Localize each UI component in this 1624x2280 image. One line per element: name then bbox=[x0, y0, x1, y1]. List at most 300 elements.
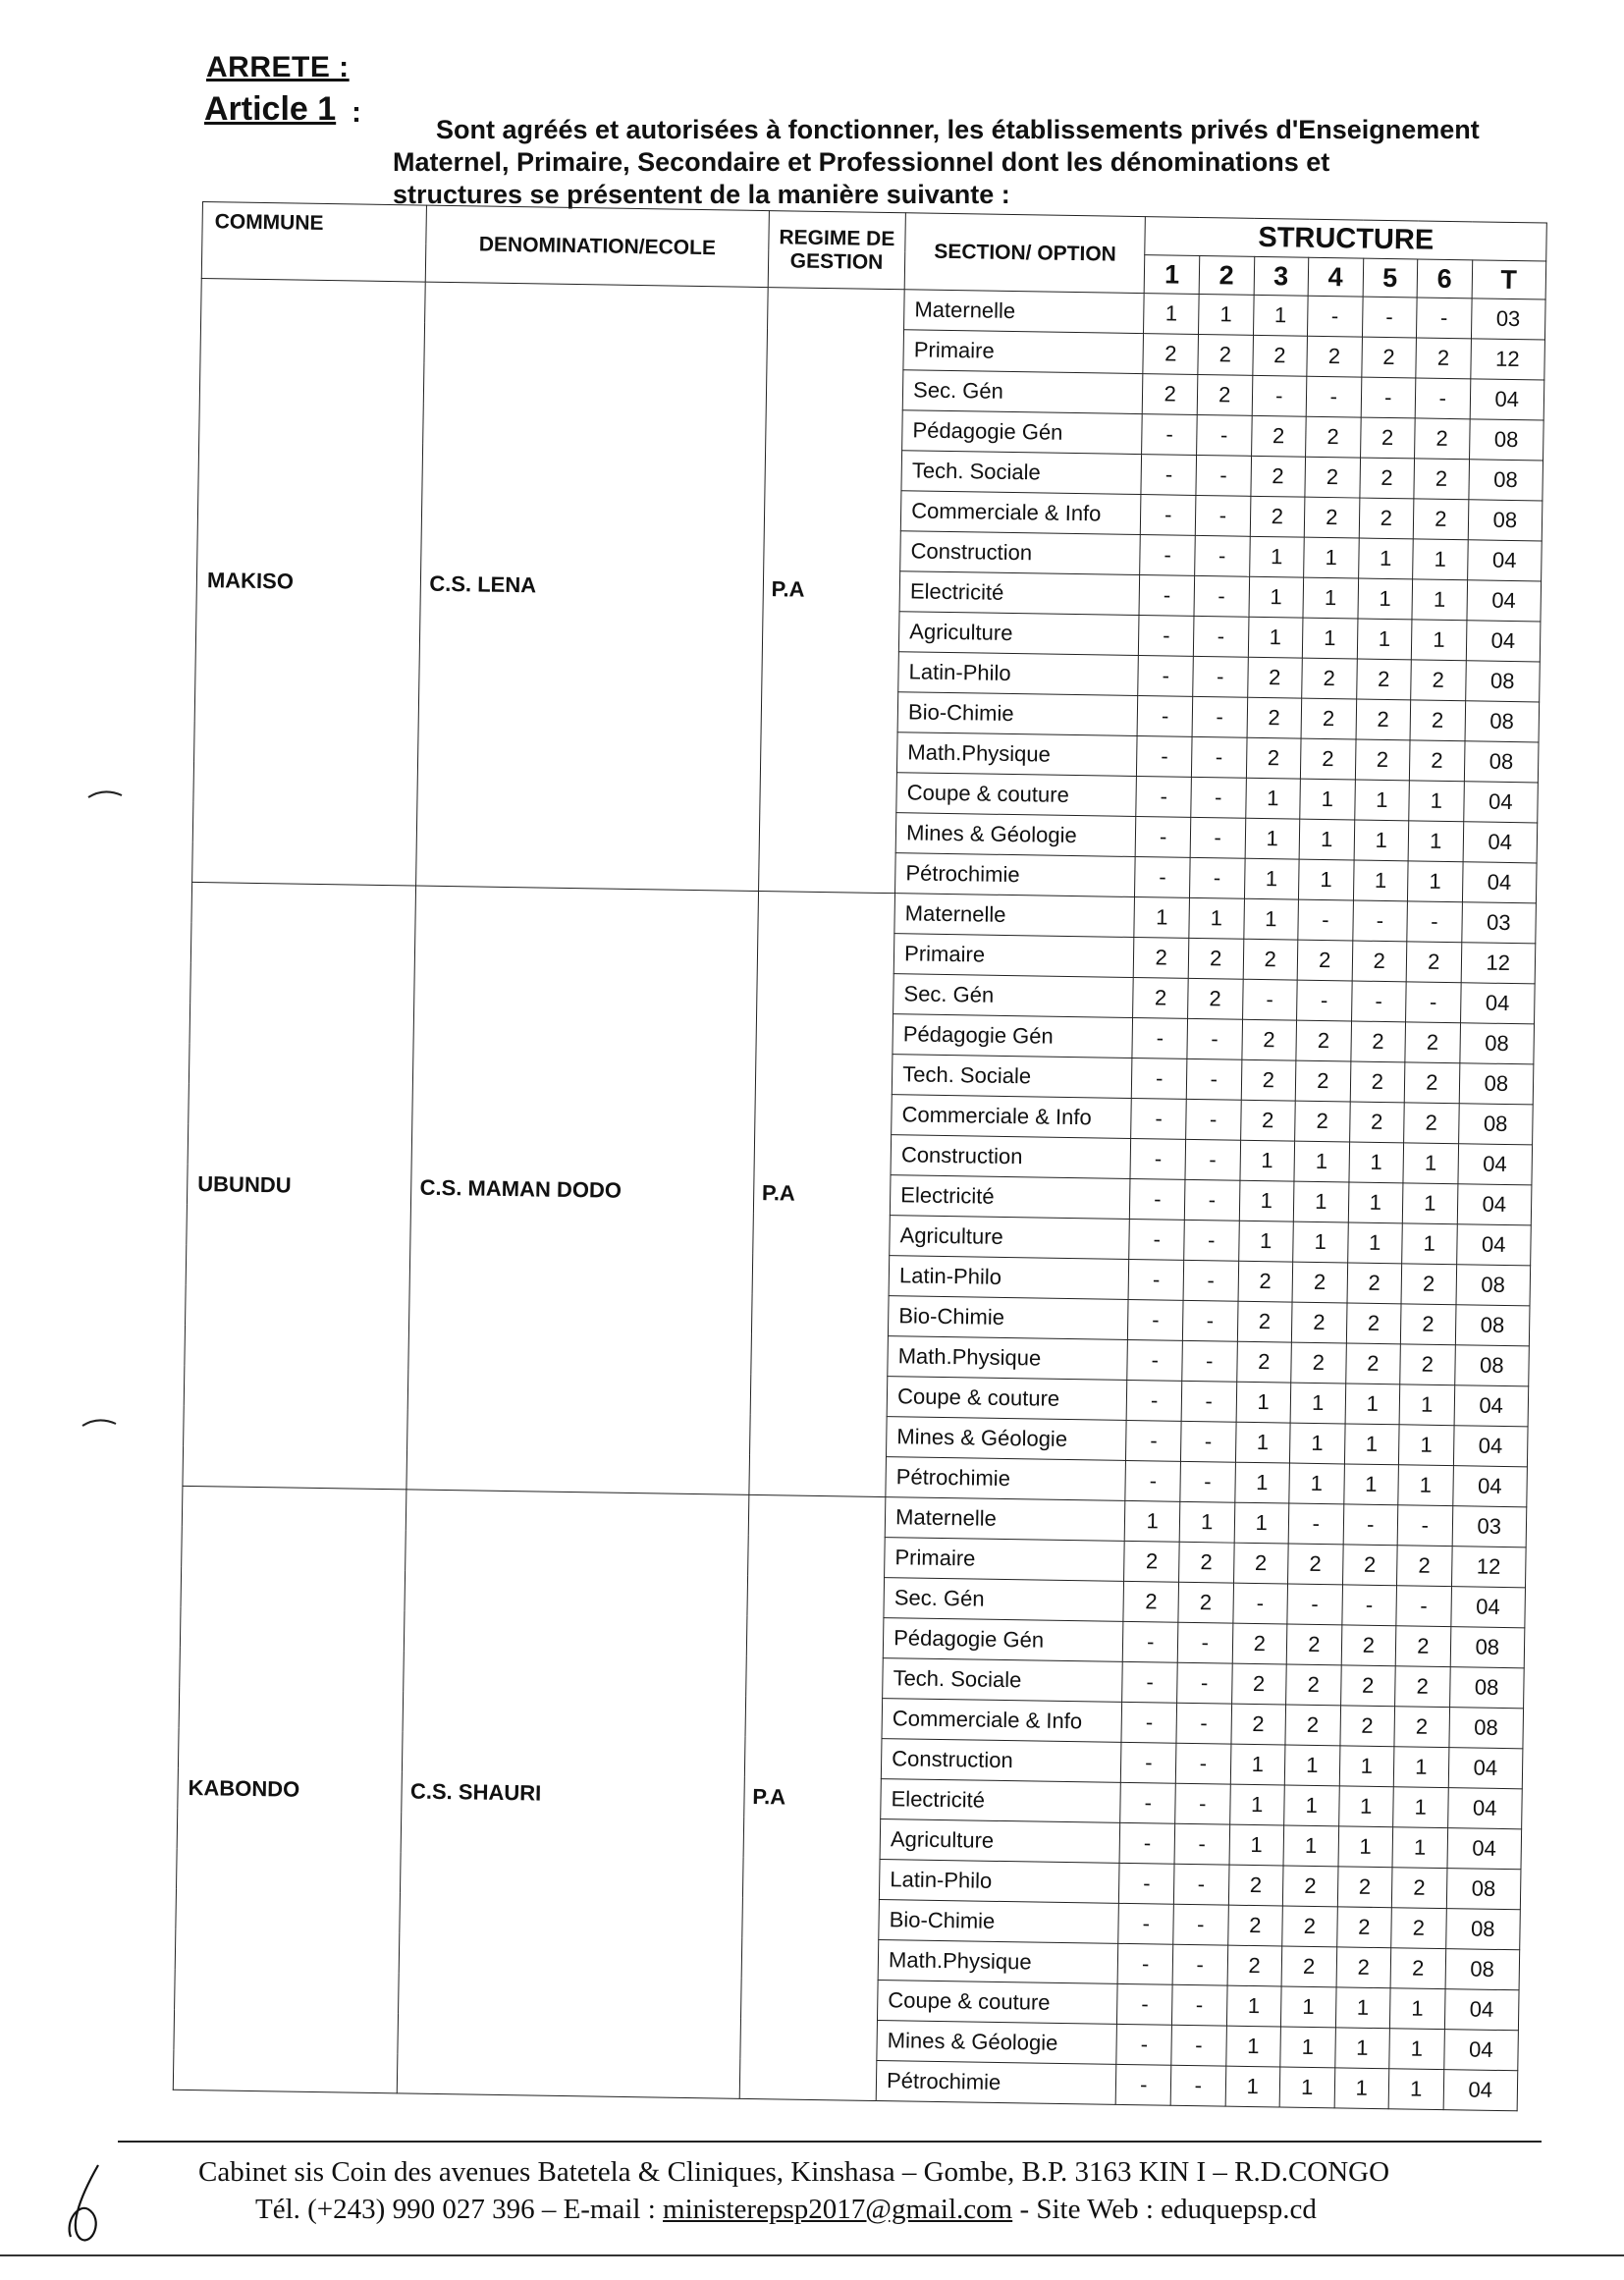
year-4-value-cell: 2 bbox=[1295, 1060, 1350, 1102]
year-4-value-cell: 2 bbox=[1300, 738, 1355, 780]
year-4-value-cell: 2 bbox=[1285, 1705, 1340, 1746]
year-2-value-cell: - bbox=[1171, 2025, 1226, 2066]
year-1-value-cell: - bbox=[1117, 1983, 1172, 2025]
total-cell: 04 bbox=[1457, 1184, 1532, 1225]
total-cell: 08 bbox=[1450, 1627, 1525, 1668]
year-6-header: 6 bbox=[1417, 259, 1472, 299]
total-cell: 04 bbox=[1444, 1989, 1519, 2031]
year-6-value-cell: - bbox=[1406, 982, 1461, 1023]
section-cell: Maternelle bbox=[885, 1497, 1125, 1542]
year-5-value-cell: 2 bbox=[1356, 659, 1411, 700]
year-6-value-cell: - bbox=[1397, 1505, 1452, 1547]
year-3-value-cell: 1 bbox=[1248, 576, 1303, 618]
year-5-value-cell: 1 bbox=[1348, 1182, 1403, 1223]
year-4-value-cell: 2 bbox=[1305, 457, 1360, 498]
denomination-cell: C.S. MAMAN DODO bbox=[406, 886, 758, 1494]
year-3-value-cell: 2 bbox=[1240, 1100, 1295, 1141]
year-6-value-cell: 1 bbox=[1389, 1988, 1444, 2030]
year-3-value-cell: 1 bbox=[1243, 898, 1298, 940]
scan-mark-2 bbox=[81, 1414, 120, 1430]
year-5-value-cell: 1 bbox=[1339, 1746, 1394, 1787]
year-1-value-cell: - bbox=[1135, 857, 1190, 898]
year-1-value-cell: - bbox=[1121, 1702, 1176, 1743]
year-6-value-cell: 2 bbox=[1401, 1264, 1456, 1305]
year-1-value-cell: - bbox=[1141, 455, 1196, 496]
year-3-value-cell: 1 bbox=[1248, 617, 1303, 658]
year-2-value-cell: - bbox=[1175, 1743, 1230, 1784]
section-cell: Commerciale & Info bbox=[882, 1699, 1122, 1743]
total-cell: 04 bbox=[1456, 1224, 1531, 1266]
section-cell: Math.Physique bbox=[897, 733, 1138, 777]
article-label: Article 1 bbox=[204, 90, 337, 128]
commune-cell: KABONDO bbox=[173, 1486, 406, 2093]
year-6-value-cell: 2 bbox=[1394, 1707, 1449, 1748]
total-cell: 04 bbox=[1454, 1385, 1529, 1427]
year-4-value-cell: 1 bbox=[1294, 1141, 1349, 1182]
year-3-value-cell: - bbox=[1252, 375, 1307, 416]
denomination-cell: C.S. SHAURI bbox=[398, 1490, 749, 2098]
year-2-value-cell: 2 bbox=[1188, 938, 1243, 979]
section-cell: Pédagogie Gén bbox=[893, 1014, 1133, 1059]
year-6-value-cell: 1 bbox=[1403, 1143, 1458, 1184]
year-1-value-cell: 2 bbox=[1143, 374, 1198, 415]
section-cell: Coupe & couture bbox=[887, 1377, 1127, 1421]
year-5-value-cell: 2 bbox=[1345, 1343, 1400, 1384]
year-5-value-cell: 2 bbox=[1346, 1303, 1401, 1344]
total-cell: 04 bbox=[1462, 862, 1537, 903]
denomination-cell: C.S. LENA bbox=[416, 282, 768, 891]
scan-mark-1 bbox=[86, 786, 126, 801]
year-6-value-cell: 1 bbox=[1411, 620, 1466, 661]
year-6-value-cell: 2 bbox=[1404, 1103, 1459, 1144]
year-2-value-cell: - bbox=[1195, 535, 1250, 576]
year-5-value-cell: 2 bbox=[1361, 337, 1416, 378]
year-6-value-cell: 1 bbox=[1408, 821, 1463, 862]
footer-contact bbox=[255, 2194, 1317, 2226]
year-3-value-cell: 2 bbox=[1233, 1543, 1288, 1584]
year-3-value-cell: 2 bbox=[1243, 939, 1298, 980]
schools-structure-table bbox=[173, 201, 1547, 2111]
section-cell: Construction bbox=[881, 1739, 1121, 1783]
section-cell: Sec. Gén bbox=[884, 1578, 1124, 1622]
year-1-value-cell: - bbox=[1128, 1299, 1183, 1340]
total-cell: 12 bbox=[1451, 1547, 1526, 1588]
year-6-value-cell: 1 bbox=[1393, 1787, 1448, 1828]
section-cell: Tech. Sociale bbox=[901, 451, 1142, 495]
year-6-value-cell: 2 bbox=[1416, 338, 1471, 379]
year-6-value-cell: 1 bbox=[1388, 2069, 1443, 2110]
year-2-value-cell: - bbox=[1184, 1179, 1239, 1221]
commune-cell: MAKISO bbox=[192, 278, 426, 886]
year-4-value-cell: 2 bbox=[1295, 1101, 1350, 1142]
section-cell: Electricité bbox=[890, 1175, 1130, 1220]
year-3-value-cell: 1 bbox=[1245, 778, 1300, 819]
year-5-value-cell: 1 bbox=[1358, 538, 1413, 579]
year-3-value-cell: 1 bbox=[1234, 1502, 1289, 1544]
year-6-value-cell: - bbox=[1396, 1586, 1451, 1627]
year-2-value-cell: - bbox=[1170, 2065, 1225, 2106]
year-3-value-cell: 2 bbox=[1227, 1945, 1282, 1986]
year-2-value-cell: - bbox=[1181, 1381, 1236, 1422]
year-4-value-cell: 2 bbox=[1307, 336, 1362, 377]
year-3-value-cell: 1 bbox=[1239, 1140, 1294, 1181]
article-colon: : bbox=[352, 96, 361, 129]
section-cell: Sec. Gén bbox=[893, 974, 1134, 1018]
year-2-value-cell: - bbox=[1180, 1421, 1235, 1462]
year-2-value-cell: - bbox=[1177, 1622, 1232, 1663]
year-4-value-cell: 1 bbox=[1284, 1785, 1339, 1826]
year-3-value-cell: 1 bbox=[1234, 1462, 1289, 1503]
year-5-value-cell: - bbox=[1362, 297, 1417, 338]
year-6-value-cell: 2 bbox=[1400, 1344, 1455, 1385]
year-3-value-cell: 1 bbox=[1225, 2026, 1280, 2067]
section-cell: Mines & Géologie bbox=[887, 1417, 1127, 1461]
total-cell: 08 bbox=[1459, 1023, 1534, 1064]
year-2-value-cell: 2 bbox=[1179, 1542, 1234, 1583]
total-header: T bbox=[1472, 260, 1546, 299]
year-1-value-cell: - bbox=[1139, 575, 1194, 617]
section-cell: Agriculture bbox=[880, 1819, 1120, 1864]
year-5-value-cell: - bbox=[1351, 981, 1406, 1022]
total-cell: 08 bbox=[1454, 1345, 1529, 1386]
year-5-value-cell: 1 bbox=[1338, 1826, 1393, 1868]
year-2-value-cell: - bbox=[1183, 1260, 1238, 1301]
year-3-value-cell: 2 bbox=[1252, 335, 1307, 376]
year-5-value-cell: 1 bbox=[1345, 1384, 1400, 1425]
year-4-value-cell: 1 bbox=[1280, 2027, 1335, 2068]
year-3-value-cell: - bbox=[1232, 1583, 1287, 1624]
year-2-value-cell: - bbox=[1176, 1703, 1231, 1744]
year-2-value-cell: - bbox=[1192, 696, 1247, 737]
section-cell: Pédagogie Gén bbox=[883, 1618, 1123, 1662]
year-5-value-cell: 2 bbox=[1337, 1867, 1392, 1908]
year-3-value-cell: 2 bbox=[1251, 415, 1306, 457]
year-6-value-cell: 1 bbox=[1402, 1223, 1457, 1265]
regime-header: REGIME DE GESTION bbox=[768, 211, 906, 290]
year-5-value-cell: 2 bbox=[1356, 699, 1411, 740]
year-2-value-cell: - bbox=[1189, 857, 1244, 898]
year-1-value-cell: - bbox=[1119, 1863, 1174, 1904]
year-2-value-cell: - bbox=[1173, 1864, 1228, 1905]
commune-cell: UBUNDU bbox=[183, 882, 416, 1490]
signature-mark bbox=[59, 2160, 137, 2249]
year-1-value-cell: 2 bbox=[1124, 1541, 1179, 1582]
total-cell: 08 bbox=[1445, 1949, 1520, 1990]
total-cell: 12 bbox=[1461, 943, 1536, 984]
total-cell: 08 bbox=[1468, 500, 1543, 541]
total-cell: 04 bbox=[1470, 379, 1544, 420]
total-cell: 04 bbox=[1467, 580, 1542, 622]
year-4-value-cell: 1 bbox=[1298, 859, 1353, 900]
year-6-value-cell: 2 bbox=[1415, 418, 1470, 460]
total-cell: 08 bbox=[1456, 1265, 1531, 1306]
year-1-value-cell: 1 bbox=[1134, 897, 1189, 939]
year-6-value-cell: 2 bbox=[1410, 700, 1465, 741]
year-3-value-cell: 2 bbox=[1230, 1704, 1285, 1745]
year-2-value-cell: - bbox=[1175, 1783, 1230, 1824]
year-2-value-cell: - bbox=[1197, 414, 1252, 456]
year-4-value-cell: 1 bbox=[1289, 1423, 1344, 1464]
year-1-value-cell: - bbox=[1138, 656, 1193, 697]
year-3-value-cell: 1 bbox=[1226, 1985, 1281, 2027]
year-1-value-cell: - bbox=[1122, 1661, 1177, 1703]
year-4-value-cell: 2 bbox=[1292, 1262, 1347, 1303]
year-5-value-cell: 2 bbox=[1336, 1947, 1391, 1988]
total-cell: 08 bbox=[1468, 460, 1543, 501]
year-1-value-cell: - bbox=[1130, 1138, 1185, 1179]
commune-header: COMMUNE bbox=[201, 202, 427, 283]
year-3-value-cell: 1 bbox=[1245, 818, 1300, 859]
year-1-value-cell: - bbox=[1132, 1058, 1187, 1099]
year-4-value-cell: 1 bbox=[1289, 1463, 1344, 1504]
year-6-value-cell: 1 bbox=[1393, 1747, 1448, 1788]
year-5-value-cell: - bbox=[1343, 1504, 1398, 1546]
year-6-value-cell: - bbox=[1417, 298, 1472, 339]
year-4-value-cell: 2 bbox=[1304, 497, 1359, 538]
year-1-value-cell: - bbox=[1121, 1742, 1176, 1783]
year-3-value-cell: 2 bbox=[1232, 1623, 1287, 1664]
total-cell: 04 bbox=[1450, 1587, 1525, 1628]
year-1-value-cell: - bbox=[1116, 2024, 1171, 2065]
year-1-value-cell: - bbox=[1120, 1822, 1175, 1864]
year-1-value-cell: - bbox=[1141, 495, 1196, 536]
year-1-value-cell: - bbox=[1126, 1420, 1181, 1461]
section-cell: Construction bbox=[891, 1135, 1131, 1179]
year-3-value-cell: 1 bbox=[1235, 1422, 1290, 1463]
year-6-value-cell: 2 bbox=[1397, 1546, 1452, 1587]
total-cell: 08 bbox=[1445, 1909, 1520, 1950]
year-5-value-cell: 1 bbox=[1353, 860, 1408, 901]
year-3-value-cell: 2 bbox=[1237, 1301, 1292, 1342]
year-3-value-cell: 2 bbox=[1246, 737, 1301, 779]
total-cell: 04 bbox=[1458, 1144, 1533, 1185]
year-1-value-cell: 2 bbox=[1133, 977, 1188, 1018]
year-4-value-cell: - bbox=[1307, 296, 1362, 337]
year-4-value-cell: - bbox=[1287, 1584, 1342, 1625]
year-5-value-cell: 2 bbox=[1359, 458, 1414, 499]
year-3-value-cell: 2 bbox=[1247, 697, 1302, 738]
year-1-value-cell: 2 bbox=[1134, 938, 1189, 979]
year-2-value-cell: 2 bbox=[1178, 1582, 1233, 1623]
year-5-value-cell: 2 bbox=[1336, 1907, 1391, 1948]
year-5-value-cell: 1 bbox=[1357, 619, 1412, 660]
year-3-value-cell: 1 bbox=[1225, 2066, 1280, 2107]
year-6-value-cell: 2 bbox=[1406, 942, 1461, 983]
section-cell: Pétrochimie bbox=[886, 1457, 1126, 1501]
year-5-value-cell: 1 bbox=[1343, 1464, 1398, 1505]
year-4-value-cell: 2 bbox=[1291, 1342, 1346, 1384]
year-3-value-cell: 2 bbox=[1250, 456, 1305, 497]
total-cell: 08 bbox=[1448, 1708, 1523, 1749]
year-1-value-cell: - bbox=[1123, 1621, 1178, 1662]
year-4-value-cell: 1 bbox=[1300, 779, 1355, 820]
year-4-value-cell: 2 bbox=[1286, 1664, 1341, 1706]
year-3-value-cell: 2 bbox=[1250, 496, 1305, 537]
year-4-value-cell: 1 bbox=[1293, 1221, 1348, 1263]
year-6-value-cell: 2 bbox=[1405, 1022, 1460, 1063]
year-2-value-cell: - bbox=[1186, 1099, 1241, 1140]
year-2-value-cell: - bbox=[1191, 777, 1246, 818]
article-text-line3: structures se présentent de la manière suivante : bbox=[393, 180, 1010, 209]
section-cell: Construction bbox=[900, 531, 1141, 575]
total-cell: 04 bbox=[1448, 1748, 1523, 1789]
year-2-value-cell: - bbox=[1182, 1300, 1237, 1341]
year-1-value-cell: 2 bbox=[1123, 1581, 1178, 1622]
year-5-value-cell: 2 bbox=[1341, 1625, 1396, 1666]
year-1-value-cell: - bbox=[1118, 1943, 1173, 1984]
year-5-value-cell: 1 bbox=[1354, 780, 1409, 821]
year-4-header: 4 bbox=[1308, 257, 1363, 297]
regime-cell: P.A bbox=[739, 1494, 886, 2100]
total-cell: 04 bbox=[1467, 540, 1542, 581]
year-3-value-cell: 2 bbox=[1231, 1663, 1286, 1705]
year-6-value-cell: 2 bbox=[1390, 1948, 1445, 1989]
footer bbox=[118, 2141, 1542, 2225]
section-cell: Latin-Philo bbox=[898, 652, 1139, 696]
denomination-header: DENOMINATION/ECOLE bbox=[426, 205, 770, 287]
year-2-value-cell: - bbox=[1182, 1340, 1237, 1382]
year-4-value-cell: - bbox=[1288, 1503, 1343, 1545]
section-cell: Sec. Gén bbox=[902, 370, 1143, 414]
year-3-value-cell: 2 bbox=[1241, 1019, 1296, 1060]
section-cell: Pédagogie Gén bbox=[902, 410, 1143, 455]
total-cell: 04 bbox=[1453, 1426, 1528, 1467]
total-cell: 04 bbox=[1466, 621, 1541, 662]
year-6-value-cell: 2 bbox=[1411, 660, 1466, 701]
year-2-value-cell: - bbox=[1187, 1018, 1242, 1059]
total-cell: 08 bbox=[1465, 701, 1540, 742]
year-1-value-cell: 1 bbox=[1144, 294, 1199, 335]
section-cell: Latin-Philo bbox=[880, 1860, 1120, 1904]
year-2-value-cell: - bbox=[1194, 575, 1249, 617]
year-3-value-cell: 1 bbox=[1238, 1221, 1293, 1262]
section-cell: Bio-Chimie bbox=[879, 1900, 1119, 1944]
year-2-value-cell: - bbox=[1193, 656, 1248, 697]
total-cell: 04 bbox=[1463, 782, 1538, 823]
footer-address: Cabinet sis Coin des avenues Batetela & Cliniques, Kinshasa – Gombe, B.P. 3163 KIN I – R.D.CONGO bbox=[198, 2156, 1390, 2188]
year-1-value-cell: - bbox=[1142, 414, 1197, 456]
year-2-value-cell: - bbox=[1184, 1220, 1239, 1261]
year-4-value-cell: - bbox=[1298, 899, 1353, 941]
year-2-value-cell: - bbox=[1190, 817, 1245, 858]
year-6-value-cell: - bbox=[1407, 901, 1462, 943]
year-3-value-cell: 1 bbox=[1249, 536, 1304, 577]
year-5-value-cell: 1 bbox=[1335, 1987, 1390, 2029]
year-1-value-cell: - bbox=[1137, 736, 1192, 778]
table-body bbox=[173, 278, 1545, 2110]
year-5-value-cell: 1 bbox=[1344, 1424, 1399, 1465]
year-3-value-cell: 2 bbox=[1236, 1341, 1291, 1383]
year-5-value-cell: - bbox=[1352, 900, 1407, 942]
total-cell: 08 bbox=[1459, 1063, 1534, 1105]
year-6-value-cell: - bbox=[1415, 378, 1470, 419]
total-cell: 03 bbox=[1471, 299, 1545, 340]
year-5-value-cell: 1 bbox=[1358, 578, 1413, 620]
year-4-value-cell: 2 bbox=[1286, 1624, 1341, 1665]
footer-site: - Site Web : eduquepsp.cd bbox=[1012, 2194, 1317, 2225]
year-4-value-cell: 1 bbox=[1279, 2067, 1334, 2108]
year-3-value-cell: 1 bbox=[1253, 295, 1308, 336]
year-2-value-cell: - bbox=[1172, 1944, 1227, 1985]
year-2-value-cell: - bbox=[1180, 1461, 1235, 1502]
total-cell: 04 bbox=[1443, 2030, 1518, 2071]
year-3-value-cell: 2 bbox=[1228, 1865, 1283, 1906]
section-cell: Mines & Géologie bbox=[895, 813, 1136, 857]
year-2-header: 2 bbox=[1199, 255, 1254, 295]
year-4-value-cell: - bbox=[1297, 980, 1352, 1021]
regime-cell: P.A bbox=[758, 288, 904, 894]
article-text-line2: Maternel, Primaire, Secondaire et Professionnel dont les dénominations et bbox=[393, 147, 1330, 177]
year-2-value-cell: - bbox=[1174, 1823, 1229, 1865]
year-6-value-cell: 2 bbox=[1391, 1868, 1446, 1909]
section-cell: Pétrochimie bbox=[876, 2061, 1116, 2105]
year-4-value-cell: 1 bbox=[1280, 1986, 1335, 2028]
year-4-value-cell: 2 bbox=[1301, 698, 1356, 739]
year-2-value-cell: 2 bbox=[1188, 978, 1243, 1019]
year-6-value-cell: 1 bbox=[1412, 579, 1467, 621]
year-5-value-cell: 2 bbox=[1355, 739, 1410, 781]
year-4-value-cell: - bbox=[1306, 376, 1361, 417]
year-5-value-cell: 1 bbox=[1348, 1142, 1403, 1183]
year-6-value-cell: 2 bbox=[1400, 1304, 1455, 1345]
total-cell: 08 bbox=[1446, 1869, 1521, 1910]
year-2-value-cell: 1 bbox=[1179, 1501, 1234, 1543]
section-cell: Math.Physique bbox=[888, 1336, 1128, 1381]
year-3-value-cell: 1 bbox=[1236, 1382, 1291, 1423]
year-1-value-cell: - bbox=[1140, 535, 1195, 576]
year-1-value-cell: - bbox=[1136, 817, 1191, 858]
year-1-header: 1 bbox=[1145, 255, 1200, 295]
year-2-value-cell: - bbox=[1195, 495, 1250, 536]
year-4-value-cell: 2 bbox=[1296, 1020, 1351, 1061]
year-6-value-cell: 2 bbox=[1404, 1062, 1459, 1104]
section-cell: Primaire bbox=[903, 330, 1144, 374]
total-cell: 08 bbox=[1455, 1305, 1530, 1346]
year-2-value-cell: 2 bbox=[1198, 334, 1253, 375]
year-5-value-cell: 2 bbox=[1339, 1706, 1394, 1747]
year-3-value-cell: 2 bbox=[1241, 1059, 1296, 1101]
structure-header: STRUCTURE bbox=[1145, 217, 1546, 261]
year-5-value-cell: 2 bbox=[1340, 1665, 1395, 1707]
year-4-value-cell: 1 bbox=[1290, 1383, 1345, 1424]
year-5-value-cell: 2 bbox=[1360, 417, 1415, 459]
section-cell: Bio-Chimie bbox=[889, 1296, 1129, 1340]
year-4-value-cell: 1 bbox=[1293, 1181, 1348, 1222]
year-1-value-cell: 1 bbox=[1125, 1500, 1180, 1542]
section-cell: Tech. Sociale bbox=[892, 1055, 1132, 1099]
section-cell: Agriculture bbox=[898, 612, 1139, 656]
total-cell: 03 bbox=[1452, 1506, 1527, 1547]
footer-phone: Tél. (+243) 990 027 396 – E-mail : bbox=[255, 2194, 664, 2225]
year-5-value-cell: 2 bbox=[1347, 1263, 1402, 1304]
section-cell: Math.Physique bbox=[878, 1940, 1118, 1984]
section-cell: Pétrochimie bbox=[895, 853, 1136, 897]
year-6-value-cell: 1 bbox=[1409, 781, 1464, 822]
section-cell: Primaire bbox=[893, 934, 1134, 978]
year-5-value-cell: 2 bbox=[1342, 1545, 1397, 1586]
year-1-value-cell: - bbox=[1120, 1782, 1175, 1823]
year-6-value-cell: 2 bbox=[1395, 1666, 1450, 1708]
footer-email-link[interactable]: ministerepsp2017@gmail.com bbox=[663, 2194, 1013, 2225]
year-1-value-cell: - bbox=[1139, 616, 1194, 657]
total-cell: 04 bbox=[1447, 1828, 1522, 1870]
year-5-value-cell: 2 bbox=[1350, 1061, 1405, 1103]
year-5-header: 5 bbox=[1363, 258, 1418, 298]
year-6-value-cell: 1 bbox=[1399, 1384, 1454, 1426]
year-2-value-cell: - bbox=[1196, 455, 1251, 496]
year-2-value-cell: 1 bbox=[1198, 294, 1253, 335]
year-5-value-cell: 1 bbox=[1334, 2028, 1389, 2069]
